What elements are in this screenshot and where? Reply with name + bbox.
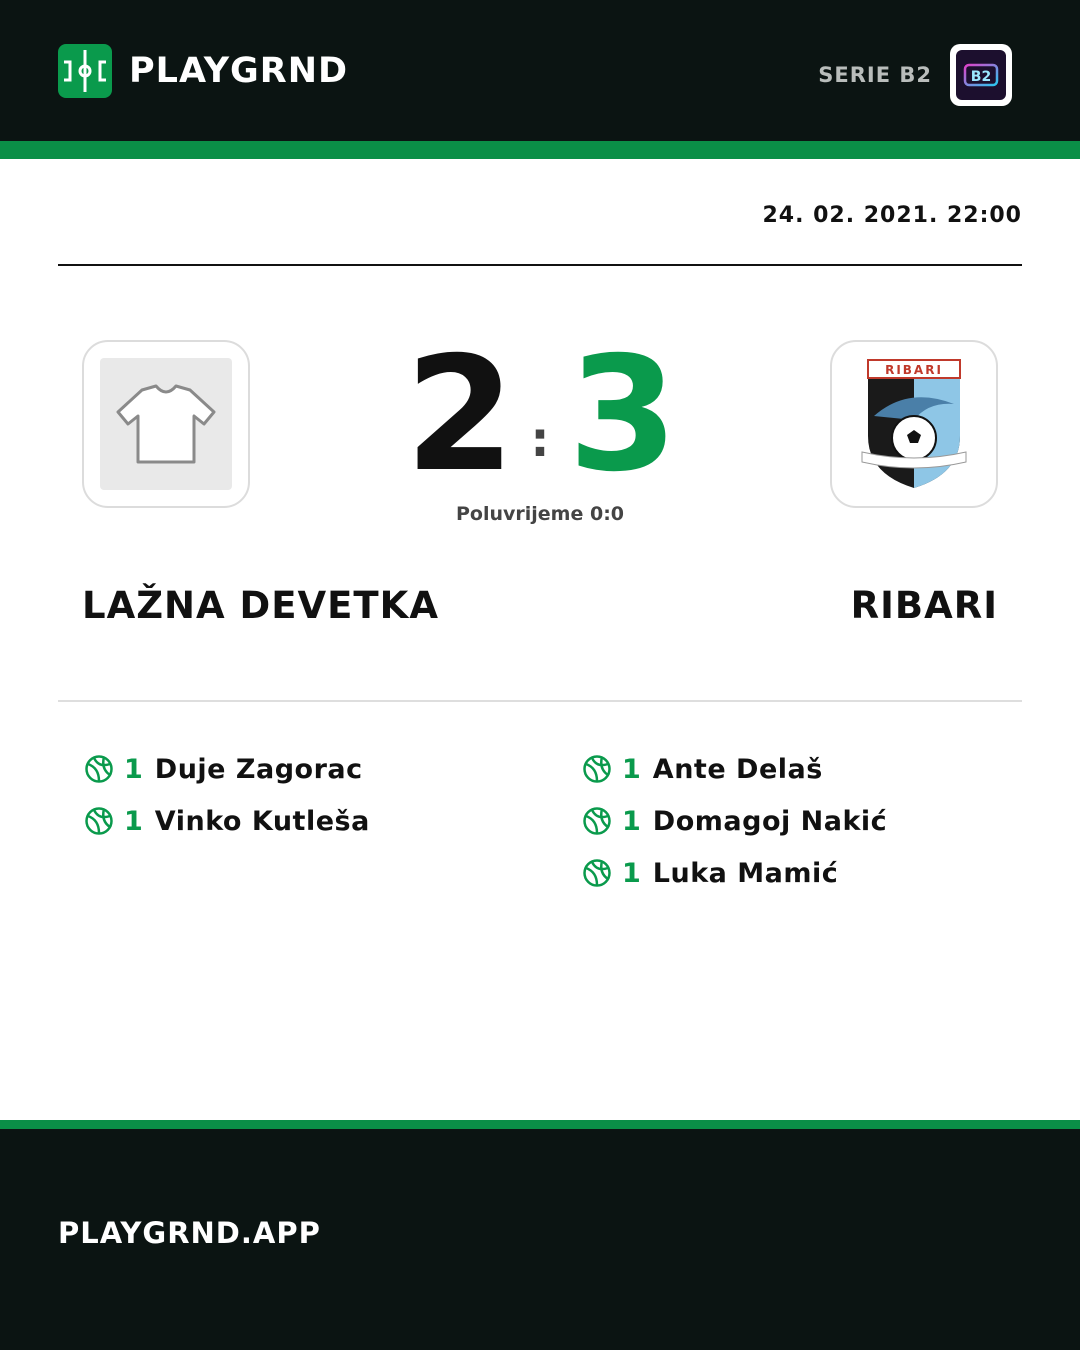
crest-text: RIBARI [885,363,943,377]
brand[interactable] [58,44,348,98]
goal-count: 1 [622,753,641,785]
shirt-placeholder-icon [100,358,232,490]
divider [58,700,1022,702]
score-separator: : [530,412,550,468]
divider [58,264,1022,266]
ball-icon [84,754,114,784]
home-score: 2 [405,323,515,507]
footer-stripe [0,1120,1080,1129]
league [818,44,1012,106]
scorer-name: Luka Mamić [652,857,839,889]
home-scorers-list [84,750,370,854]
goal-count: 1 [124,753,143,785]
scorer-name: Vinko Kutleša [154,805,370,837]
scorer-item[interactable] [84,750,370,788]
scorer-item[interactable] [582,854,887,892]
halftime-score: Poluvrijeme 0:0 [455,503,625,525]
league-name: SERIE B2 [818,63,932,87]
scorer-name: Duje Zagorac [154,753,363,785]
ball-icon [582,858,612,888]
header [0,0,1080,141]
home-team-name[interactable]: LAŽNA DEVETKA [82,584,439,627]
footer-url-link[interactable]: PLAYGRND.APP [58,1216,321,1250]
header-stripe [0,141,1080,159]
ball-icon [582,806,612,836]
pitch-icon [58,44,112,98]
ball-icon [582,754,612,784]
scorer-name: Ante Delaš [652,753,823,785]
scorer-name: Domagoj Nakić [652,805,888,837]
scorer-item[interactable] [582,802,887,840]
match-datetime: 24. 02. 2021. 22:00 [762,203,1022,228]
away-scorers-list [582,750,887,906]
league-badge-icon [950,44,1012,106]
brand-name: PLAYGRND [129,51,349,91]
away-team-name[interactable]: RIBARI [850,584,998,627]
ribari-crest-icon [858,356,970,492]
ball-icon [84,806,114,836]
league-badge-text: B2 [970,69,992,85]
home-team-crest[interactable] [82,340,250,508]
away-team-crest[interactable] [830,340,998,508]
away-score: 3 [568,323,678,507]
scoreboard [340,323,740,507]
goal-count: 1 [622,805,641,837]
scorer-item[interactable] [84,802,370,840]
scorer-item[interactable] [582,750,887,788]
goal-count: 1 [124,805,143,837]
goal-count: 1 [622,857,641,889]
